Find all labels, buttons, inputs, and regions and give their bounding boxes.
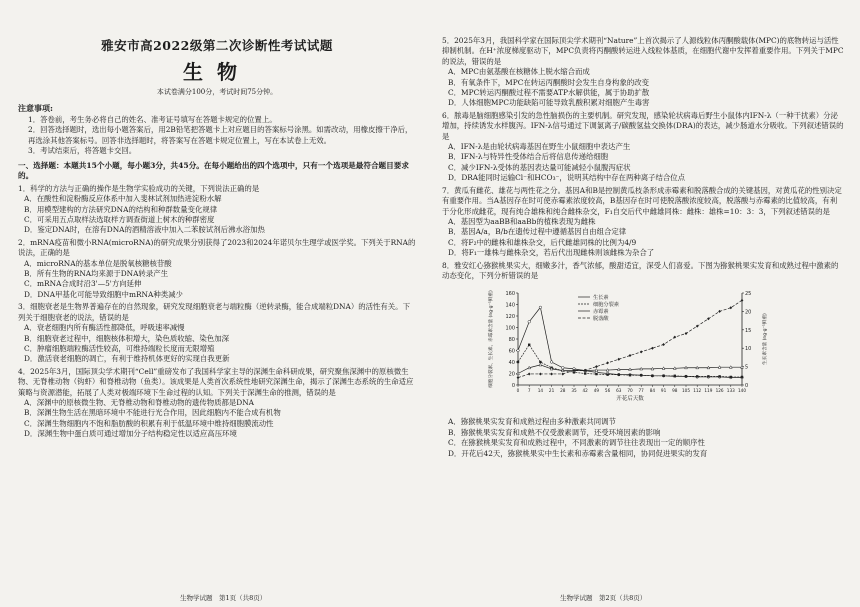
data-point	[718, 366, 721, 369]
data-point	[550, 373, 553, 376]
x-tick-label: 126	[715, 388, 724, 394]
data-point	[673, 367, 676, 370]
option: C．在猕猴桃果实发育和成熟过程中，不同激素的调节往往表现出一定的顺序性	[448, 438, 705, 448]
data-point	[640, 368, 643, 371]
question-3	[18, 302, 416, 364]
option: C．深渊生物细胞内不饱和脂肪酸的积累有利于低温环境中维持细胞膜流动性	[24, 418, 274, 428]
legend-entry: 细胞分裂素	[593, 302, 619, 309]
x-tick-label: 7	[527, 388, 531, 394]
data-point	[528, 373, 531, 376]
data-point	[662, 375, 664, 377]
data-point	[651, 347, 654, 350]
x-tick-label: 98	[672, 388, 678, 394]
data-point	[718, 376, 720, 378]
option: C．将F₂中的雌株和雄株杂交，后代雌雄同株的比例为4/9	[448, 237, 637, 247]
legend-entry: 脱落酸	[593, 316, 609, 323]
data-point	[729, 307, 732, 310]
x-tick-label: 49	[593, 388, 600, 394]
option: A．microRNA的基本单位是脱氧核糖核苷酸	[24, 258, 172, 268]
notice-list	[18, 115, 416, 157]
subject-title: 生物	[183, 60, 251, 84]
data-point	[729, 366, 732, 369]
y2-tick-label: 20	[745, 309, 752, 316]
data-point	[640, 351, 643, 354]
data-point	[528, 344, 530, 346]
option: C．可采用五点取样法选取样方调查街道上树木的种群密度	[24, 215, 215, 225]
option: A．猕猴桃果实发育和成熟过程由多种激素共同调节	[448, 417, 616, 427]
option: B．IFN-λ与特异性受体结合后将信息传递给细胞	[448, 152, 609, 162]
y2-tick-label: 15	[745, 328, 752, 335]
data-point	[606, 374, 608, 376]
option: A．深渊中的原核微生物、无脊椎动物和脊椎动物的遗传物质都是DNA	[24, 397, 255, 407]
x-tick-label: 91	[660, 388, 667, 394]
question-stem: 5．2025年3月，我国科学家在国际顶尖学术期刊“Nature”上首次揭示了人源线粒体丙酮酸载体(MPC)的底物转运与活性抑制机制。在H⁺浓度梯度驱动下，MPC负责将丙酮酸转运进入线粒体基质，在细胞代谢中发挥着重要作用。下列关于MPC的说法，错误的是	[442, 36, 844, 66]
data-point	[674, 375, 676, 377]
y2-axis-label: 生长素含量 (ng·g⁻¹鲜重)	[763, 313, 768, 366]
section-heading: 一、选择题：本题共15个小题，每小题3分，共45分。在每小题给出的四个选项中，只有一个选项是最符合题目要求的。	[18, 160, 409, 181]
data-point	[629, 374, 631, 376]
hormone-chart-svg	[484, 285, 774, 409]
x-axis-label: 开花后天数	[616, 396, 644, 403]
x-tick-label: 0	[516, 388, 520, 394]
option: A．衰老细胞内所有酶活性都降低，呼吸速率减慢	[24, 323, 185, 333]
data-point	[696, 367, 699, 370]
question-stem: 6．脓毒是脑细胞感染引发的急性脑损伤的主要机制。研究发现，感染轮状病毒后野生小鼠体内IFN-λ（一种干扰素）分泌增加，持续诱发水样腹泻。IFN-λ信号通过下调氯离子/碳酸氢盐交换体(DRA)的表达，减少肠道水分吸收。下列叙述错误的是	[442, 110, 844, 141]
question-stem: 4．2025年3月，国际顶尖学术期刊“Cell”重磅发布了我国科学家主导的深渊生命科研成果，研究聚焦深渊中的原核微生物、无脊椎动物（钩虾）和脊椎动物（鱼类）。该成果是人类首次系统性地研究深渊生命，揭示了深渊生态系统的生命适应策略与资源潜能，拓展了人类对极端环境下生命过程的认知。下列关于深渊生命的推测，错误的是	[18, 366, 414, 397]
question-stem: 8．雅安红心猕猴桃果实大，细嫩多汁，香气浓郁，酸甜适宜，深受人们喜爱。下图为猕猴桃果实发育和成熟过程中激素的动态变化，下列分析错误的是	[442, 260, 839, 280]
x-tick-label: 63	[616, 388, 622, 394]
x-tick-label: 112	[693, 388, 702, 394]
y2-tick-label: 25	[745, 291, 752, 298]
data-point	[606, 369, 609, 372]
data-point	[718, 310, 721, 313]
option: D．鉴定DNA时，在溶有DNA的酒精溶液中加入二苯胺试剂后沸水浴加热	[24, 225, 265, 235]
data-point	[539, 306, 542, 309]
option: A．在酸性和淀粉酶反应体系中加入斐林试剂加热进淀粉水解	[24, 194, 222, 204]
notice-item: 2．回答选择题时，选出每小题答案后，用2B铅笔把答题卡上对应题目的答案标号涂黑。如需改动，用橡皮擦干净后，再选涂其他答案标号。回答非选择题时，将答案写在答题卡规定位置上，写在本试卷上无效。	[28, 125, 413, 145]
x-tick-label: 84	[649, 388, 656, 394]
x-tick-label: 28	[560, 388, 566, 394]
data-point	[539, 361, 541, 363]
page-footer-right: 生物学试题 第2页（共8页）	[560, 594, 647, 602]
exam-meta: 本试卷满分100分，考试时间75分钟。	[156, 88, 278, 96]
y-tick-label: 60	[508, 348, 515, 355]
exam-title: 雅安市高2022级第二次诊断性考试试题	[101, 38, 333, 53]
y2-tick-label: 5	[745, 364, 749, 371]
x-tick-label: 42	[582, 388, 588, 394]
x-tick-label: 56	[604, 388, 611, 394]
option: D．人体细胞MPC功能缺陷可能导致乳酸积累对细胞产生毒害	[448, 98, 650, 108]
y-tick-label: 100	[505, 325, 515, 332]
data-point	[517, 376, 520, 379]
data-point	[629, 368, 632, 371]
data-point	[651, 375, 653, 377]
data-point	[662, 343, 665, 346]
data-point	[550, 361, 553, 364]
data-point	[539, 373, 542, 376]
option: D．DNA甲基化可能导致细胞中mRNA种类减少	[24, 289, 183, 299]
legend-entry: 赤霉素	[593, 309, 609, 316]
legend-entry: 生长素	[593, 295, 609, 302]
option: A．IFN-λ是由轮状病毒基因在野生小鼠细胞中表达产生	[448, 142, 631, 152]
data-point	[584, 373, 586, 375]
data-point	[707, 367, 710, 370]
option: D．深渊生物中蛋白质可通过增加分子结构稳定性以适应高压环境	[24, 429, 237, 439]
y-tick-label: 0	[511, 383, 515, 390]
x-tick-label: 14	[537, 388, 544, 394]
data-point	[618, 374, 620, 376]
option: C．MPC转运丙酮酸过程不需要ATP水解供能，属于协助扩散	[448, 88, 650, 98]
x-tick-label: 105	[682, 388, 690, 394]
x-tick-label: 70	[627, 388, 633, 394]
question-6	[442, 111, 844, 184]
question-stem: 7．黄瓜有雌花、雄花与两性花之分。基因A和B是控制黄瓜枝条形成赤霉素和脱落酸合成的关键基因，对黄瓜花的性别决定有重要作用。当A基因存在时可使赤霉素浓度较高，B基因存在时可使脱落酸浓度较高，脱落酸与赤霉素的比值较高，有利于分化形成雌花，现有纯合雄株和纯合雌株杂交，F₁自交后代中雌雄同株：雌株：雄株=10：3：3，下列叙述错误的是	[442, 185, 842, 216]
option: C．mRNA合成时沿3'—5'方向延伸	[24, 279, 142, 289]
option: B．深渊生物生活在黑暗环境中不能进行光合作用，因此细胞内不能合成有机物	[24, 408, 281, 418]
data-point	[517, 361, 519, 363]
x-tick-label: 133	[726, 388, 735, 394]
data-point	[640, 374, 642, 376]
x-tick-label: 119	[704, 388, 713, 394]
option: D．DRA能同时运输Cl⁻和HCO₃⁻，说明其结构中存在两种离子结合位点	[448, 173, 686, 183]
option: A．基因型为aaBB和aaBb的植株表现为雌株	[448, 216, 596, 226]
data-point	[561, 373, 564, 376]
option: D．将F₁一雄株与雌株杂交，若后代出现雌株则该雌株为杂合了	[448, 248, 655, 258]
option: B．基因A/a，B/b在遗传过程中遵循基因自由组合定律	[448, 227, 627, 237]
y-tick-label: 80	[508, 337, 515, 344]
y-tick-label: 120	[505, 314, 515, 321]
question-1	[18, 184, 416, 236]
option: B．有氧条件下，MPC在转运丙酮酸时会发生自身构象的改变	[448, 77, 650, 87]
data-point	[741, 376, 743, 378]
data-point	[595, 373, 597, 375]
option: B．所有生物的RNA均来源于DNA转录产生	[24, 269, 168, 279]
option: A．MPC由氨基酸在核糖体上脱水缩合而成	[448, 67, 590, 77]
y-axis-label: 细胞分裂素、生长素、赤霉素含量 (ng·g⁻¹鲜重)	[489, 290, 494, 389]
data-point	[617, 358, 620, 361]
data-point	[741, 366, 744, 369]
question-5	[442, 36, 844, 109]
data-point	[651, 368, 654, 371]
data-point	[539, 364, 542, 367]
x-tick-label: 21	[548, 388, 555, 394]
x-tick-label: 77	[638, 388, 644, 394]
data-point	[685, 367, 688, 370]
right-column	[430, 0, 860, 607]
question-4	[18, 367, 416, 440]
data-point	[528, 321, 531, 324]
page-footer-left: 生物学试题 第1页（共8页）	[180, 594, 267, 602]
question-7	[442, 186, 844, 259]
y-tick-label: 160	[505, 291, 515, 298]
data-point	[617, 368, 620, 371]
question-stem: 1．科学的方法与正确的操作是生物学实验成功的关键，下列说法正确的是	[18, 183, 260, 193]
notice-item: 1．答卷前，考生务必将自己的姓名、准考证号填写在答题卡规定的位置上。	[28, 115, 277, 124]
option: C．减少IFN-λ受体的基因表达量可能减轻小鼠腹泻症状	[448, 162, 631, 172]
notice-item: 3．考试结束后，将答题卡交回。	[28, 146, 137, 156]
question-8	[442, 261, 844, 459]
data-point	[685, 376, 687, 378]
data-point	[730, 376, 732, 378]
question-stem: 2．mRNA疫苗和微小RNA(microRNA)的研究成果分别获得了2023和2024年诺贝尔生理学或医学奖。下列关于RNA的说法，正确的是	[18, 237, 416, 258]
notice-title: 注意事项:	[18, 103, 53, 113]
y-tick-label: 20	[508, 371, 515, 378]
data-point	[528, 367, 531, 370]
option: D．激活衰老细胞的凋亡，有利于维持机体更好的实现自我更新	[24, 354, 230, 364]
x-tick-label: 35	[571, 388, 577, 394]
option: B．用模型建构的方法研究DNA的结构和种群数量变化规律	[24, 204, 218, 214]
y2-tick-label: 0	[745, 383, 749, 390]
option: D．开花后42天，猕猴桃果实中生长素和赤霉素含量相同，协同促进果实的发育	[448, 448, 708, 458]
data-point	[595, 365, 598, 368]
option: C．肿瘤细胞端粒酶活性较高，可维持端粒长度而无限增殖	[24, 343, 215, 353]
x-tick-label: 140	[738, 388, 746, 394]
y-tick-label: 40	[508, 360, 515, 367]
question-stem: 3．细胞衰老是生物界普遍存在的自然现象，研究发现细胞衰老与端粒酶（逆转录酶，能合成端粒DNA）的活性有关。下列关于细胞衰老的说法，错误的是	[18, 302, 410, 322]
option: B．细胞衰老过程中，细胞核体积增大，染色质收缩、染色加深	[24, 333, 229, 343]
data-point	[696, 376, 698, 378]
data-point	[517, 372, 520, 375]
data-point	[517, 350, 520, 353]
hormone-chart	[484, 285, 844, 413]
data-point	[707, 376, 709, 378]
question-2	[18, 238, 416, 300]
data-point	[662, 367, 665, 370]
option: B．猕猴桃果实发育和成熟不仅受激素调节，还受环境因素的影响	[448, 427, 661, 437]
data-point	[606, 362, 609, 365]
data-point	[629, 354, 632, 357]
y-tick-label: 140	[505, 302, 515, 309]
data-point	[595, 369, 598, 372]
y2-tick-label: 10	[745, 346, 752, 353]
